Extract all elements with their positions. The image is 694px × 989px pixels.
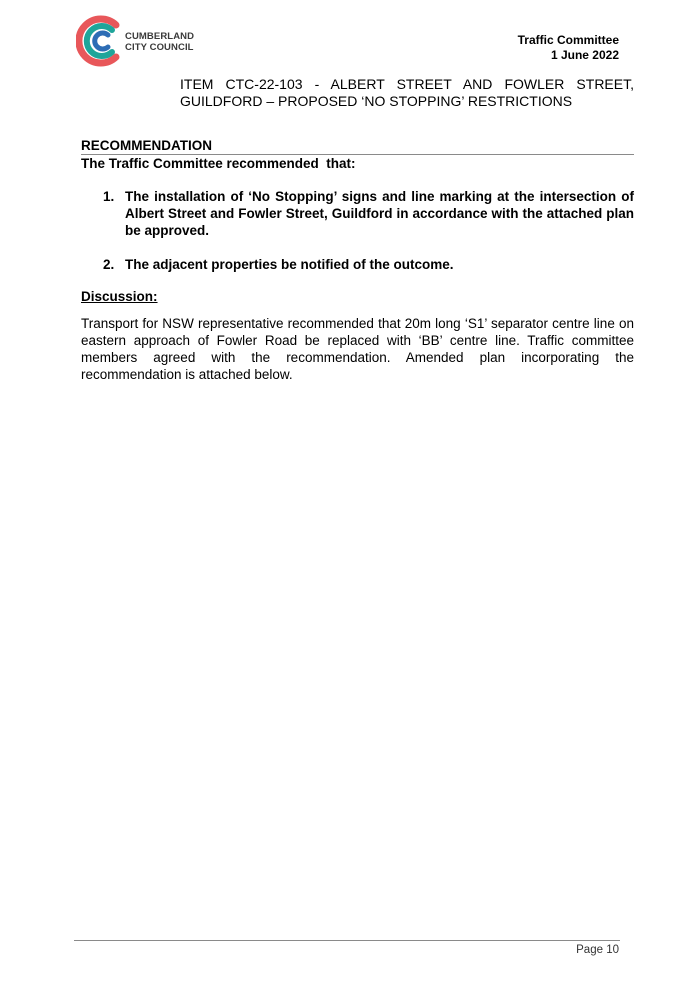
committee-name: Traffic Committee: [517, 33, 619, 47]
recommendation-item-number: 1.: [103, 189, 115, 204]
council-logo-icon: [76, 13, 126, 69]
page-number: Page 10: [576, 944, 619, 956]
document-header: [518, 33, 619, 63]
logo-line-1: CUMBERLAND: [125, 31, 195, 42]
recommendation-item: [103, 188, 634, 239]
recommendation-item: [103, 256, 634, 273]
logo-line-2: CITY COUNCIL: [125, 42, 194, 53]
discussion-body: Transport for NSW representative recommended that 20m long ‘S1’ separator centre line on eastern approach of Fowler Road be replaced with ‘BB’ centre line. Traffic committee members agreed with the recommendation. Amended plan incorporating the recommendation is attached below.: [81, 316, 634, 382]
logo-text: [125, 31, 194, 53]
recommendation-item-text: The installation of ‘No Stopping’ signs and line marking at the intersection of Albert Street and Fowler Street, Guildford in accordance with the attached plan be approved.: [125, 189, 634, 238]
item-title: ITEM CTC-22-103 - ALBERT STREET AND FOWLER STREET, GUILDFORD – PROPOSED ‘NO STOPPING’ RESTRICTIONS: [180, 76, 634, 109]
recommendation-item-text: The adjacent properties be notified of the outcome.: [125, 257, 454, 272]
recommendation-intro: The Traffic Committee recommended that:: [81, 156, 356, 171]
meeting-date: 1 June 2022: [550, 48, 619, 62]
council-logo: [76, 13, 206, 69]
recommendation-heading: RECOMMENDATION: [81, 138, 634, 155]
recommendation-list: [103, 188, 634, 273]
recommendation-item-number: 2.: [103, 257, 115, 272]
discussion-heading: Discussion:: [81, 289, 158, 304]
footer-divider: [74, 940, 620, 941]
